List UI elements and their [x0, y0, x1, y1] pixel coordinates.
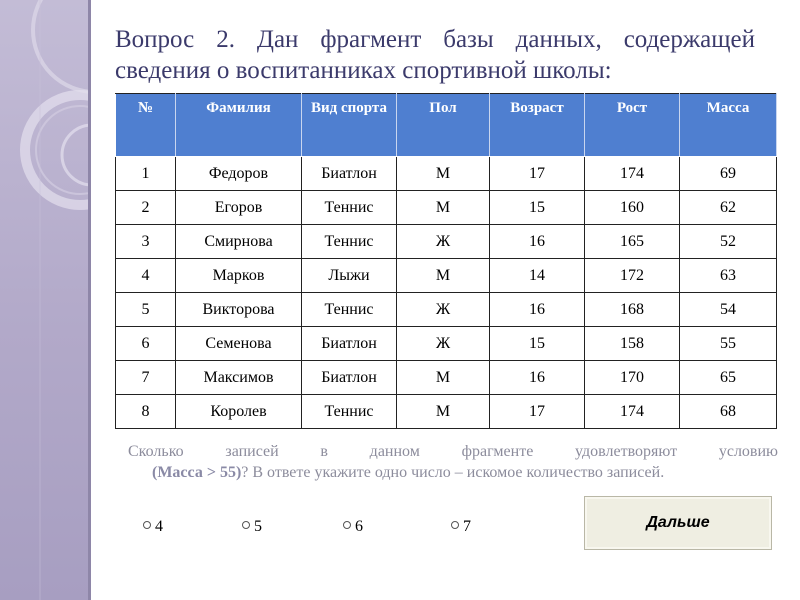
cell-number: 6: [116, 327, 176, 361]
header-sport: Вид спорта: [302, 94, 397, 157]
cell-height: 158: [585, 327, 680, 361]
cell-sport: Лыжи: [302, 259, 397, 293]
cell-sport: Теннис: [302, 225, 397, 259]
prompt-line-1: Сколько записей в данном фрагменте удовлетворяют условию: [128, 443, 778, 460]
cell-gender: Ж: [397, 327, 490, 361]
radio-button-icon[interactable]: [143, 521, 151, 529]
cell-height: 165: [585, 225, 680, 259]
radio-button-icon[interactable]: [242, 521, 250, 529]
answer-option-4[interactable]: [143, 518, 163, 536]
table-row: [116, 327, 777, 361]
radio-button-icon[interactable]: [343, 521, 351, 529]
cell-age: 15: [490, 327, 585, 361]
cell-height: 174: [585, 157, 680, 191]
question-title: [115, 24, 755, 86]
cell-number: 7: [116, 361, 176, 395]
cell-surname: Марков: [176, 259, 302, 293]
title-line-2: сведения о воспитанниках спортивной школы:: [115, 57, 612, 84]
cell-mass: 55: [680, 327, 777, 361]
cell-age: 17: [490, 395, 585, 429]
cell-gender: М: [397, 259, 490, 293]
cell-age: 15: [490, 191, 585, 225]
cell-mass: 54: [680, 293, 777, 327]
cell-height: 160: [585, 191, 680, 225]
cell-mass: 65: [680, 361, 777, 395]
decorative-circles-icon: [0, 0, 88, 600]
cell-gender: Ж: [397, 293, 490, 327]
cell-height: 174: [585, 395, 680, 429]
table-row: [116, 157, 777, 191]
table-row: [116, 259, 777, 293]
cell-age: 16: [490, 293, 585, 327]
decorative-sidebar: [0, 0, 88, 600]
cell-number: 8: [116, 395, 176, 429]
prompt-rest: ? В ответе укажите одно число – искомое количество записей.: [241, 464, 665, 481]
cell-sport: Теннис: [302, 395, 397, 429]
cell-height: 170: [585, 361, 680, 395]
cell-height: 168: [585, 293, 680, 327]
answer-option-label: 7: [463, 518, 471, 535]
prompt-condition: (Масса > 55): [152, 464, 242, 481]
cell-surname: Смирнова: [176, 225, 302, 259]
answer-option-6[interactable]: [343, 518, 363, 536]
title-line-1: Вопрос 2. Дан фрагмент базы данных, содержащей: [115, 26, 755, 53]
table-header-row: [116, 94, 777, 157]
cell-mass: 52: [680, 225, 777, 259]
next-button[interactable]: Дальше: [584, 496, 772, 550]
header-age: Возраст: [490, 94, 585, 157]
cell-sport: Биатлон: [302, 157, 397, 191]
cell-sport: Биатлон: [302, 361, 397, 395]
cell-mass: 62: [680, 191, 777, 225]
cell-mass: 68: [680, 395, 777, 429]
cell-mass: 63: [680, 259, 777, 293]
table-row: [116, 191, 777, 225]
answer-option-label: 5: [254, 518, 262, 535]
answer-option-label: 4: [155, 518, 163, 535]
answer-option-7[interactable]: [451, 518, 471, 536]
answer-option-5[interactable]: [242, 518, 262, 536]
header-number: №: [116, 94, 176, 157]
table-row: [116, 293, 777, 327]
table-row: [116, 361, 777, 395]
cell-surname: Федоров: [176, 157, 302, 191]
cell-surname: Королев: [176, 395, 302, 429]
cell-surname: Семенова: [176, 327, 302, 361]
cell-gender: М: [397, 191, 490, 225]
cell-height: 172: [585, 259, 680, 293]
cell-surname: Максимов: [176, 361, 302, 395]
cell-mass: 69: [680, 157, 777, 191]
cell-sport: Теннис: [302, 191, 397, 225]
header-surname: Фамилия: [176, 94, 302, 157]
cell-gender: М: [397, 395, 490, 429]
header-mass: Масса: [680, 94, 777, 157]
table-body: [116, 157, 777, 429]
cell-surname: Викторова: [176, 293, 302, 327]
header-gender: Пол: [397, 94, 490, 157]
radio-button-icon[interactable]: [451, 521, 459, 529]
cell-gender: М: [397, 361, 490, 395]
prompt-line-2: [128, 462, 778, 483]
cell-sport: Биатлон: [302, 327, 397, 361]
cell-surname: Егоров: [176, 191, 302, 225]
table-row: [116, 395, 777, 429]
sidebar-divider: [88, 0, 91, 600]
cell-number: 5: [116, 293, 176, 327]
cell-gender: Ж: [397, 225, 490, 259]
cell-age: 17: [490, 157, 585, 191]
header-height: Рост: [585, 94, 680, 157]
cell-sport: Теннис: [302, 293, 397, 327]
cell-gender: М: [397, 157, 490, 191]
cell-age: 14: [490, 259, 585, 293]
cell-age: 16: [490, 361, 585, 395]
cell-number: 1: [116, 157, 176, 191]
cell-number: 2: [116, 191, 176, 225]
answer-option-label: 6: [355, 518, 363, 535]
cell-age: 16: [490, 225, 585, 259]
question-prompt: [128, 441, 778, 483]
table-row: [116, 225, 777, 259]
cell-number: 3: [116, 225, 176, 259]
students-table: [115, 93, 777, 429]
cell-number: 4: [116, 259, 176, 293]
